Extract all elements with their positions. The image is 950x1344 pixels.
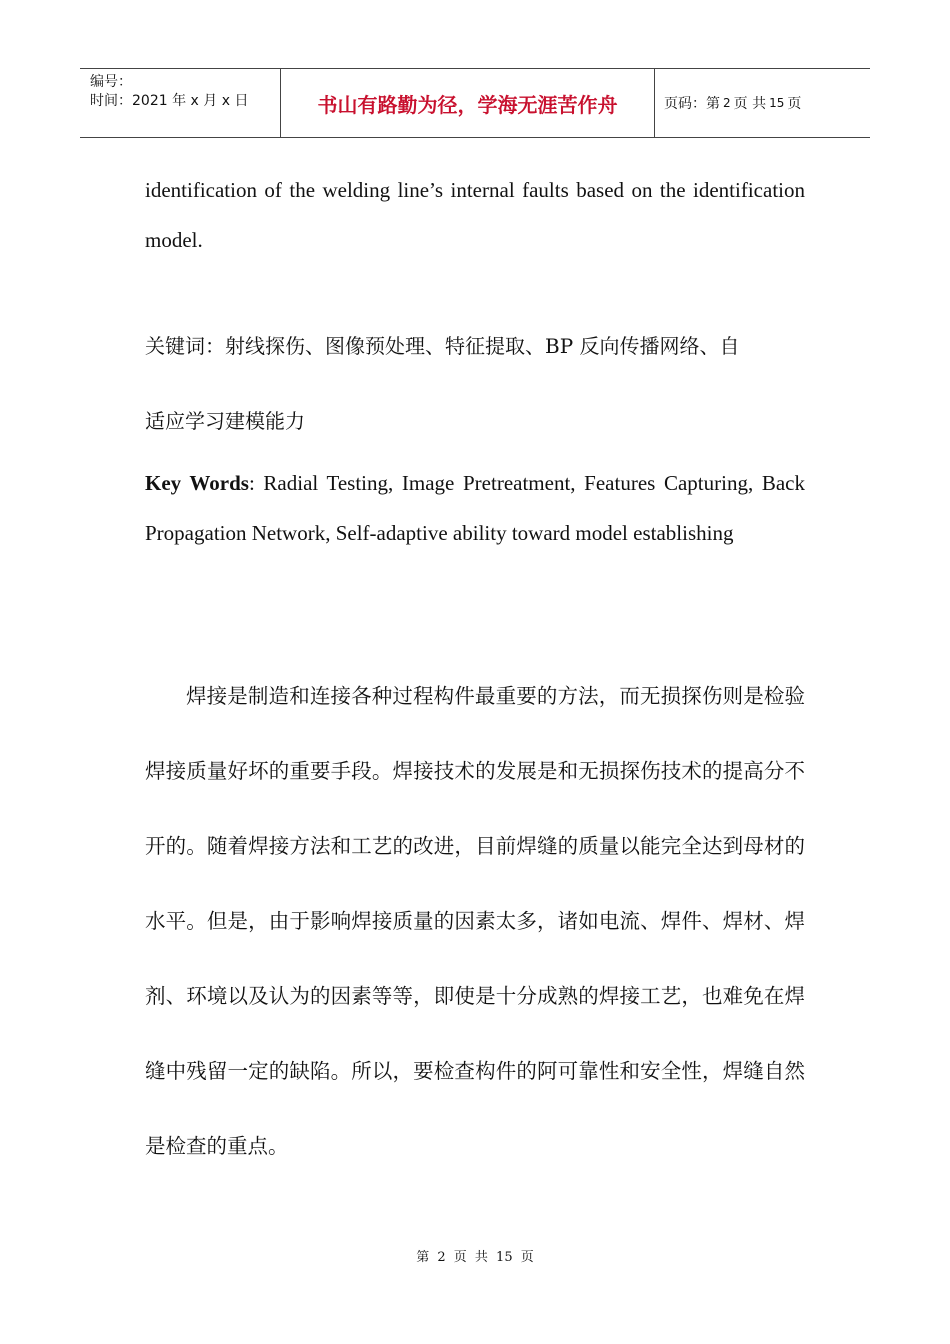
- document-date: 时间：2021 年 x 月 x 日: [90, 93, 249, 109]
- page-prefix: 页码：第: [664, 96, 720, 112]
- keywords-cn-line-2: 适应学习建模能力: [145, 409, 305, 433]
- header-meta: [80, 69, 281, 137]
- page-header: [80, 68, 870, 138]
- document-number-label: 编号：: [90, 74, 132, 90]
- page-footer: 第 2 页 共 15 页: [416, 1250, 534, 1265]
- body-paragraph: 焊接是制造和连接各种过程构件最重要的方法，而无损探伤则是检验焊接质量好坏的重要手段。焊接技术的发展是和无损探伤技术的提高分不开的。随着焊接方法和工艺的改进，目前焊缝的质量以能完全达到母材的水平。但是，由于影响焊接质量的因素太多，诸如电流、焊件、焊材、焊剂、环境以及认为的因素等等，即使是十分成熟的焊接工艺，也难免在焊缝中残留一定的缺陷。所以，要检查构件的阿可靠性和安全性，焊缝自然是检查的重点。: [145, 684, 805, 1158]
- page-total: 15: [769, 96, 785, 110]
- keywords-en: [145, 458, 805, 558]
- page-current: 2: [723, 96, 731, 110]
- page-suffix: 页: [787, 96, 802, 112]
- header-page-info: [655, 69, 870, 137]
- keywords-en-text: : Radial Testing, Image Pretreatment, Features Capturing, Back Propagation Network, Self-adaptive ability toward model establishing: [145, 471, 805, 545]
- page-mid: 页 共: [733, 96, 767, 112]
- header-motto: 书山有路勤为径，学海无涯苦作舟: [281, 69, 655, 137]
- keywords-cn-line-1: 关键词：射线探伤、图像预处理、特征提取、BP 反向传播网络、自: [145, 334, 740, 358]
- abstract-tail: identification of the welding line’s internal faults based on the identification model.: [145, 178, 805, 252]
- keywords-en-label: Key Words: [145, 471, 249, 495]
